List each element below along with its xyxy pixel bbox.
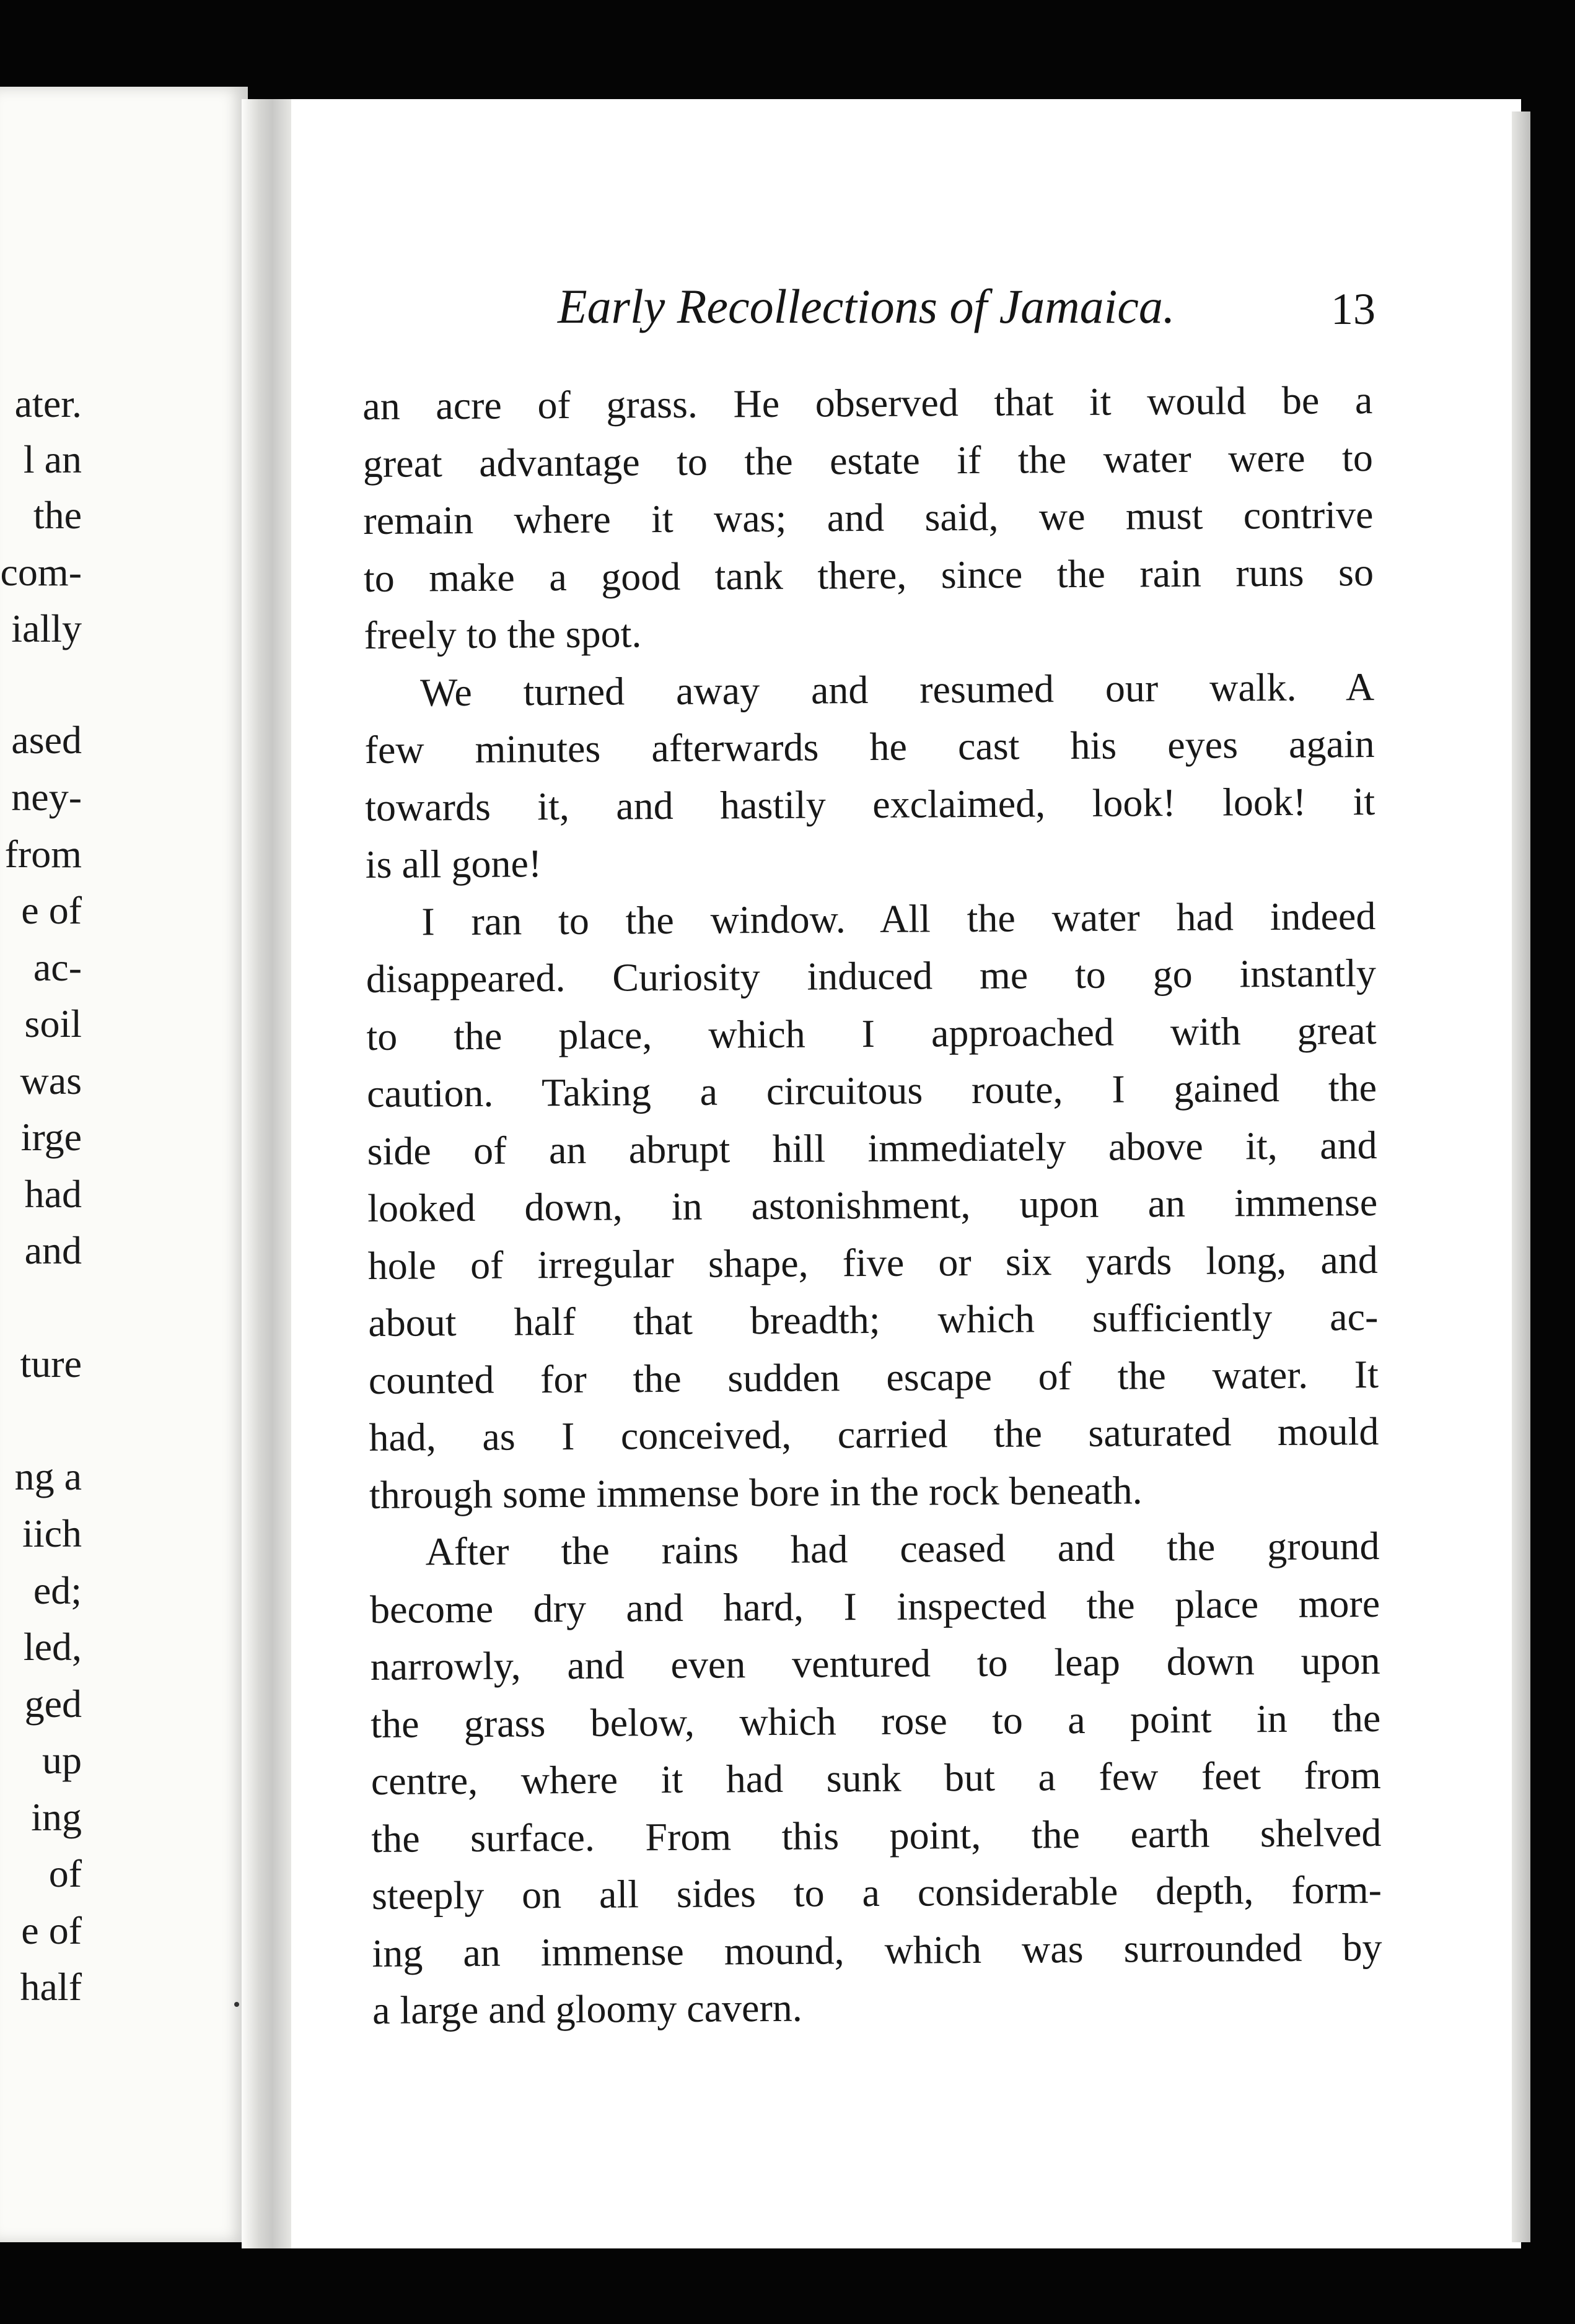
left-fragment: had [24,1172,82,1216]
text-line: After the rains had ceased and the ground [425,1524,1380,1574]
left-facing-page [0,87,248,2242]
text-line: hole of irregular shape, five or six yards long, and [367,1237,1378,1288]
paragraph [364,658,1375,894]
left-fragment: soil [24,1002,82,1046]
left-fragment: of [48,1851,82,1895]
left-fragment: irge [20,1115,82,1159]
text-line: to the place, which I approached with great [366,1008,1377,1059]
left-fragment: from [4,832,82,876]
left-fragment: the [33,493,82,537]
left-fragment: up [42,1738,82,1782]
body-text [362,372,1382,2039]
text-line: few minutes afterwards he cast his eyes again [364,722,1375,772]
page-edge [1512,111,1530,2242]
text-line: through some immense bore in the rock beneath. [369,1467,1143,1517]
text-line: to make a good tank there, since the rain runs so [363,549,1374,600]
text-line: is all gone! [365,841,542,886]
left-fragment: and [24,1228,82,1272]
text-line: towards it, and hastily exclaimed, look! look! it [365,779,1375,829]
left-fragment: l an [23,437,82,481]
text-line: an acre of grass. He observed that it would be a [362,378,1373,428]
paragraph [366,888,1379,1524]
left-fragment: ture [20,1342,82,1386]
text-line: looked down, in astonishment, upon an immense [367,1180,1378,1230]
text-line: freely to the spot. [364,611,642,657]
left-fragment: ng a [14,1454,82,1498]
left-fragment: ially [11,606,82,650]
text-line: great advantage to the estate if the water were to [362,435,1374,486]
left-fragment: ac- [33,945,82,989]
page-number: 13 [1331,284,1375,334]
left-fragment: ing [31,1795,82,1839]
text-line: had, as I conceived, carried the saturated mould [369,1409,1379,1459]
ink-speck [234,2002,239,2007]
left-fragment: led, [23,1625,82,1669]
text-line: about half that breadth; which sufficiently ac- [368,1295,1379,1345]
left-fragment: half [20,1965,82,2009]
text-line: caution. Taking a circuitous route, I gained the [366,1065,1377,1116]
left-fragment: ed; [33,1568,82,1612]
left-fragment: ney- [11,775,82,819]
paragraph [369,1518,1382,2039]
text-line: disappeared. Curiosity induced me to go instantly [366,951,1377,1001]
left-fragment: e of [21,1908,82,1952]
text-line: ing an immense mound, which was surrounded by [372,1924,1382,1975]
left-fragment: was [20,1059,82,1103]
running-title: Early Recollections of Jamaica. [558,279,1175,333]
left-fragment: com- [0,550,82,594]
text-line: a large and gloomy cavern. [372,1985,802,2032]
text-line: counted for the sudden escape of the water. It [368,1352,1379,1402]
left-fragment: ged [24,1682,82,1726]
text-line: narrowly, and even ventured to leap down upon [370,1638,1380,1688]
left-fragment: ater. [14,382,82,426]
text-line: become dry and hard, I inspected the place more [369,1581,1380,1632]
paragraph [362,372,1374,664]
left-fragment: ased [11,718,82,762]
text-line: the grass below, which rose to a point in the [371,1695,1381,1746]
text-line: I ran to the window. All the water had indeed [421,893,1376,943]
text-line: side of an abrupt hill immediately above it, and [367,1122,1377,1173]
left-fragment: e of [21,888,82,932]
text-line: centre, where it had sunk but a few feet from [371,1753,1382,1803]
text-line: We turned away and resumed our walk. A [419,664,1375,714]
left-fragment: iich [22,1511,82,1555]
text-line: the surface. From this point, the earth shelved [371,1810,1382,1861]
text-line: steeply on all sides to a considerable depth, form- [371,1867,1382,1918]
text-line: remain where it was; and said, we must contrive [363,492,1374,543]
